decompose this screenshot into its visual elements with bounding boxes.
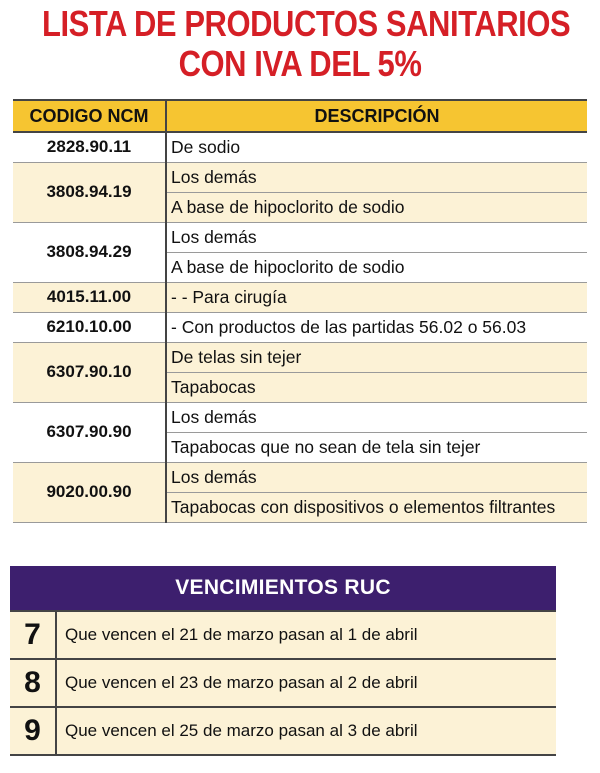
title-line-1: LISTA DE PRODUCTOS SANITARIOS	[42, 3, 571, 44]
header-code: CODIGO NCM	[13, 100, 166, 132]
ncm-products-table	[13, 99, 587, 523]
ncm-description: Los demás	[166, 462, 587, 492]
ncm-description: A base de hipoclorito de sodio	[166, 252, 587, 282]
ncm-description: De sodio	[166, 132, 587, 162]
ncm-code: 2828.90.11	[13, 132, 166, 162]
ruc-deadline-text: Que vencen el 25 de marzo pasan al 3 de abril	[56, 707, 556, 755]
ncm-description: Tapabocas que no sean de tela sin tejer	[166, 432, 587, 462]
ruc-digit: 8	[10, 659, 56, 707]
page-title	[0, 0, 600, 86]
table-row	[13, 162, 587, 192]
table-row	[10, 611, 556, 659]
title-line-2: CON IVA DEL 5%	[178, 43, 422, 84]
ruc-table-header: VENCIMIENTOS RUC	[10, 566, 556, 611]
ncm-description: - - Para cirugía	[166, 282, 587, 312]
ncm-description: Tapabocas con dispositivos o elementos filtrantes	[166, 492, 587, 522]
ncm-code: 3808.94.29	[13, 222, 166, 282]
ncm-code: 6307.90.10	[13, 342, 166, 402]
ncm-table-header-row	[13, 100, 587, 132]
ncm-description: Los demás	[166, 222, 587, 252]
table-row	[13, 282, 587, 312]
ruc-deadline-text: Que vencen el 23 de marzo pasan al 2 de abril	[56, 659, 556, 707]
ncm-description: - Con productos de las partidas 56.02 o 56.03	[166, 312, 587, 342]
ruc-deadlines-table	[10, 566, 556, 756]
ruc-digit: 7	[10, 611, 56, 659]
ncm-code: 3808.94.19	[13, 162, 166, 222]
header-description: DESCRIPCIÓN	[166, 100, 587, 132]
table-row	[13, 222, 587, 252]
ncm-description: Los demás	[166, 162, 587, 192]
ncm-description: De telas sin tejer	[166, 342, 587, 372]
ncm-code: 6210.10.00	[13, 312, 166, 342]
ruc-digit: 9	[10, 707, 56, 755]
ruc-deadline-text: Que vencen el 21 de marzo pasan al 1 de abril	[56, 611, 556, 659]
table-row	[13, 312, 587, 342]
ncm-code: 4015.11.00	[13, 282, 166, 312]
ncm-code: 6307.90.90	[13, 402, 166, 462]
table-row	[13, 132, 587, 162]
ncm-description: A base de hipoclorito de sodio	[166, 192, 587, 222]
ncm-code: 9020.00.90	[13, 462, 166, 522]
table-row	[13, 342, 587, 372]
table-row	[13, 402, 587, 432]
table-row	[13, 462, 587, 492]
ncm-description: Tapabocas	[166, 372, 587, 402]
ncm-description: Los demás	[166, 402, 587, 432]
table-row	[10, 707, 556, 755]
table-row	[10, 659, 556, 707]
